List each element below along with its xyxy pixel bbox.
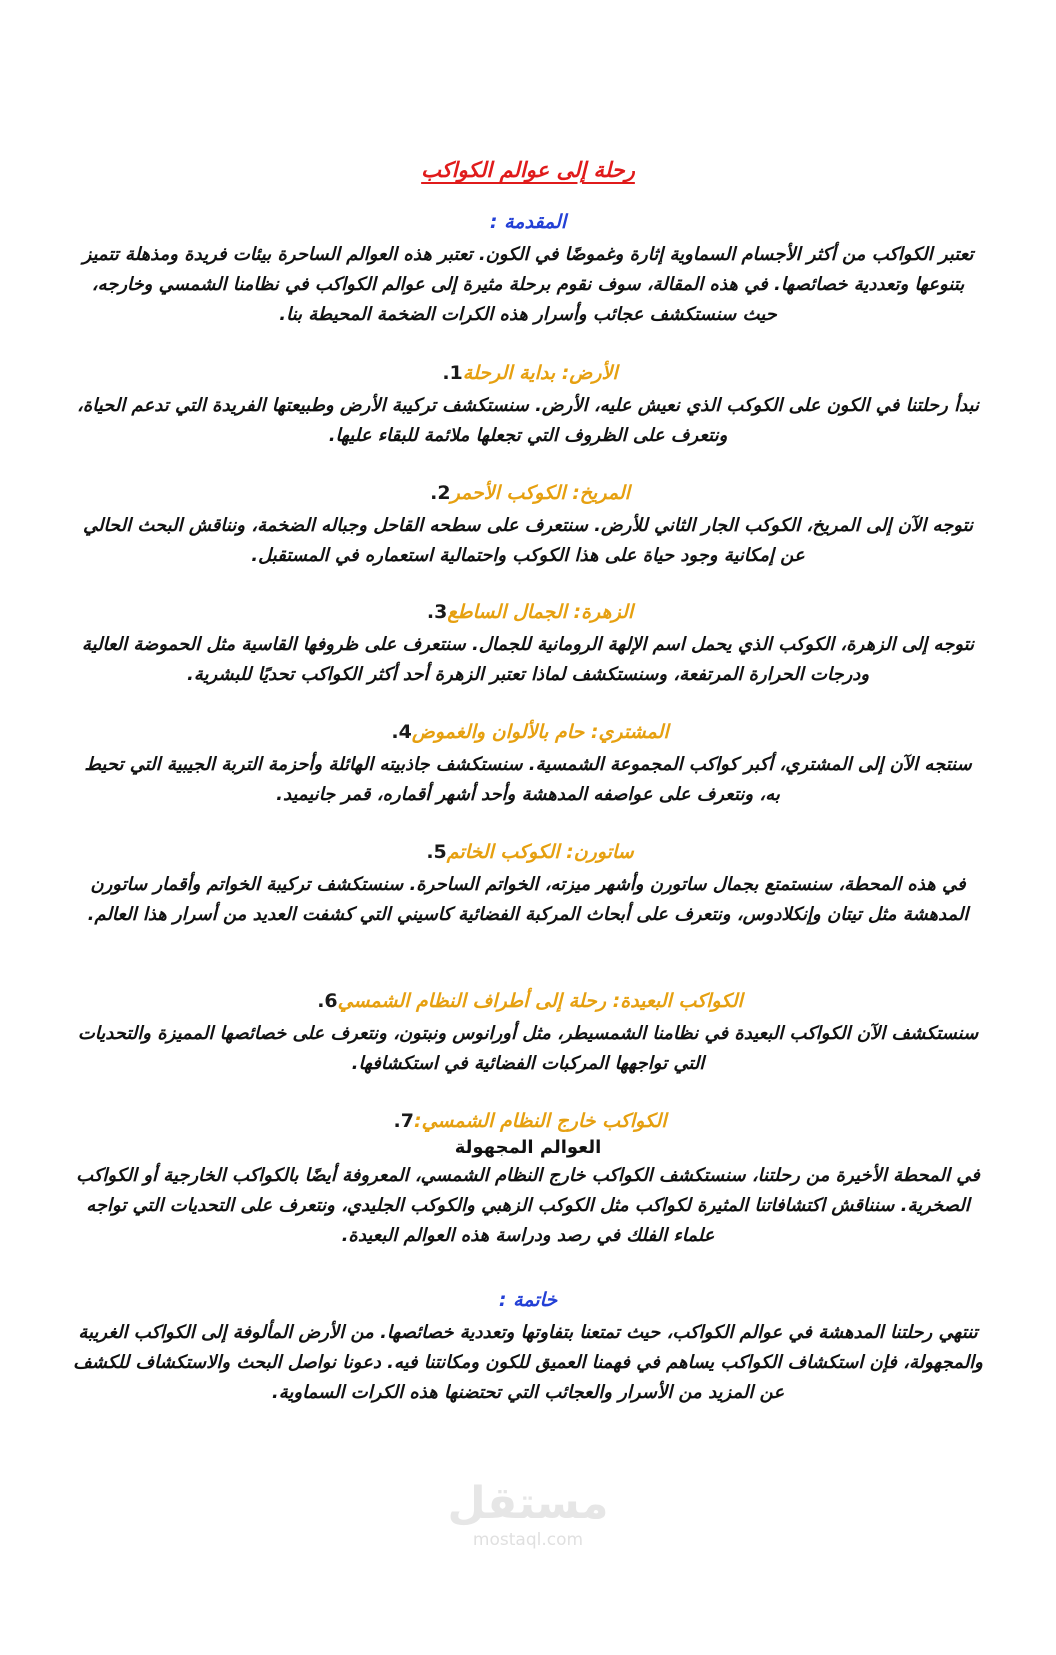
section-text: في هذه المحطة، سنستمتع بجمال ساتورن وأشهر ميزته، الخواتم الساحرة. سنستكشف تركيبة الخواتم وأقمار ساتورن المدهشة مثل تيتان وإنكلادوس، ونتعرف على أبحاث المركبة الفضائية كاسيني التي كشفت العديد من أسرار هذا العالم. — [87, 874, 969, 925]
section-text: نتوجه إلى الزهرة، الكوكب الذي يحمل اسم الإلهة الرومانية للجمال. سنتعرف على ظروفها القاسية مثل الحموضة العالية ودرجات الحرارة المرتفعة، وسنستكشف لماذا تعتبر الزهرة أحد أكثر الكواكب تحديًا للبشرية. — [81, 634, 975, 685]
intro-text: تعتبر الكواكب من أكثر الأجسام السماوية إثارة وغموضًا في الكون. تعتبر هذه العوالم الساحرة بيئات فريدة ومذهلة تتميز بتنوعها وتعددية خصائصها. في هذه المقالة، سوف نقوم برحلة مثيرة إلى عوالم الكواكب في نظامنا الشمسي وخارجه، حيث سنستكشف عجائب وأسرار هذه الكرات الضخمة المحيطة بنا. — [82, 244, 974, 325]
conclusion-text: تنتهي رحلتنا المدهشة في عوالم الكواكب، حيث تمتعنا بتفاوتها وتعددية خصائصها. من الأرض المألوفة إلى الكواكب الغريبة والمجهولة، فإن استكشاف الكواكب يساهم في فهمنا العميق للكون ومكانتنا فيه. دعونا نواصل البحث والاستكشاف للكشف عن المزيد من الأسرار والعجائب التي تحتضنها هذه الكرات السماوية. — [73, 1322, 983, 1403]
section-heading — [40, 359, 1016, 387]
section-heading-text: الكواكب خارج النظام الشمسي: — [413, 1110, 667, 1132]
section-subheading: العوالم المجهولة — [454, 1137, 602, 1158]
section-number: 3. — [426, 601, 448, 623]
section-heading-text: الأرض: بداية الرحلة — [462, 362, 618, 384]
watermark-url: mostaql.com — [472, 1530, 584, 1550]
section-text: نتوجه الآن إلى المريخ، الكوكب الجار الثاني للأرض. سنتعرف على سطحه القاحل وجباله الضخمة، ونناقش البحث الحالي عن إمكانية وجود حياة على هذا الكوكب واحتمالية استعماره في المستقبل. — [83, 515, 973, 566]
section-heading — [40, 479, 1016, 507]
section-saturn — [40, 838, 1016, 930]
section-text: في المحطة الأخيرة من رحلتنا، سنستكشف الكواكب خارج النظام الشمسي، المعروفة أيضًا بالكواكب الخارجية أو الكواكب الصخرية. سنناقش اكتشافاتنا المثيرة لكواكب مثل الكوكب الزهبي والكوكب الجليدي، ونتعرف على التحديات التي تواجه علماء الفلك في رصد ودراسة هذه العوالم البعيدة. — [76, 1165, 980, 1246]
section-heading-text: الزهرة: الجمال الساطع — [447, 601, 634, 623]
section-number: 4. — [391, 721, 412, 743]
section-venus — [40, 598, 1016, 690]
section-heading — [40, 1107, 1016, 1135]
section-number: 1. — [442, 362, 463, 384]
watermark — [40, 1478, 1016, 1550]
section-earth — [40, 359, 1016, 451]
section-heading-text: ساتورن: الكوكب الخاتم — [446, 841, 634, 863]
section-heading — [40, 718, 1016, 746]
section-jupiter — [40, 718, 1016, 810]
intro-section — [40, 208, 1016, 330]
section-mars — [40, 479, 1016, 571]
section-text: سنتجه الآن إلى المشتري، أكبر كواكب المجموعة الشمسية. سنستكشف جاذبيته الهائلة وأحزمة التربة الجيبية التي تحيط به، ونتعرف على عواصفه المدهشة وأحد أشهر أقماره، قمر جانيميد. — [84, 754, 972, 805]
conclusion-section — [40, 1286, 1016, 1408]
section-number: 2. — [430, 482, 451, 504]
section-text: سنستكشف الآن الكواكب البعيدة في نظامنا الشمسيطر، مثل أورانوس ونبتون، ونتعرف على خصائصها المميزة والتحديات التي تواجهها المركبات الفضائية في استكشافها. — [77, 1023, 979, 1074]
section-heading-text: المشتري: حام بالألوان والغموض — [411, 721, 669, 743]
section-heading — [40, 987, 1016, 1015]
section-heading-text: المريخ: الكوكب الأحمر — [450, 482, 630, 504]
section-exoplanets — [40, 1107, 1016, 1251]
section-text: نبدأ رحلتنا في الكون على الكوكب الذي نعيش عليه، الأرض. سنستكشف تركيبة الأرض وطبيعتها الفريدة التي تدعم الحياة، ونتعرف على الظروف التي تجعلها ملائمة للبقاء عليها. — [77, 395, 979, 446]
document-page — [40, 0, 1016, 1655]
section-heading — [40, 598, 1016, 626]
section-heading — [40, 838, 1016, 866]
document-title: رحلة إلى عوالم الكواكب — [421, 158, 635, 182]
intro-heading: المقدمة : — [489, 211, 567, 233]
section-heading-text: الكواكب البعيدة: رحلة إلى أطراف النظام الشمسي — [337, 990, 743, 1012]
watermark-logo: مستقل — [447, 1478, 609, 1529]
section-number: 7. — [393, 1110, 414, 1132]
section-number: 6. — [317, 990, 338, 1012]
section-number: 5. — [426, 841, 447, 863]
conclusion-heading: خاتمة : — [498, 1289, 558, 1311]
section-far-planets — [40, 987, 1016, 1079]
